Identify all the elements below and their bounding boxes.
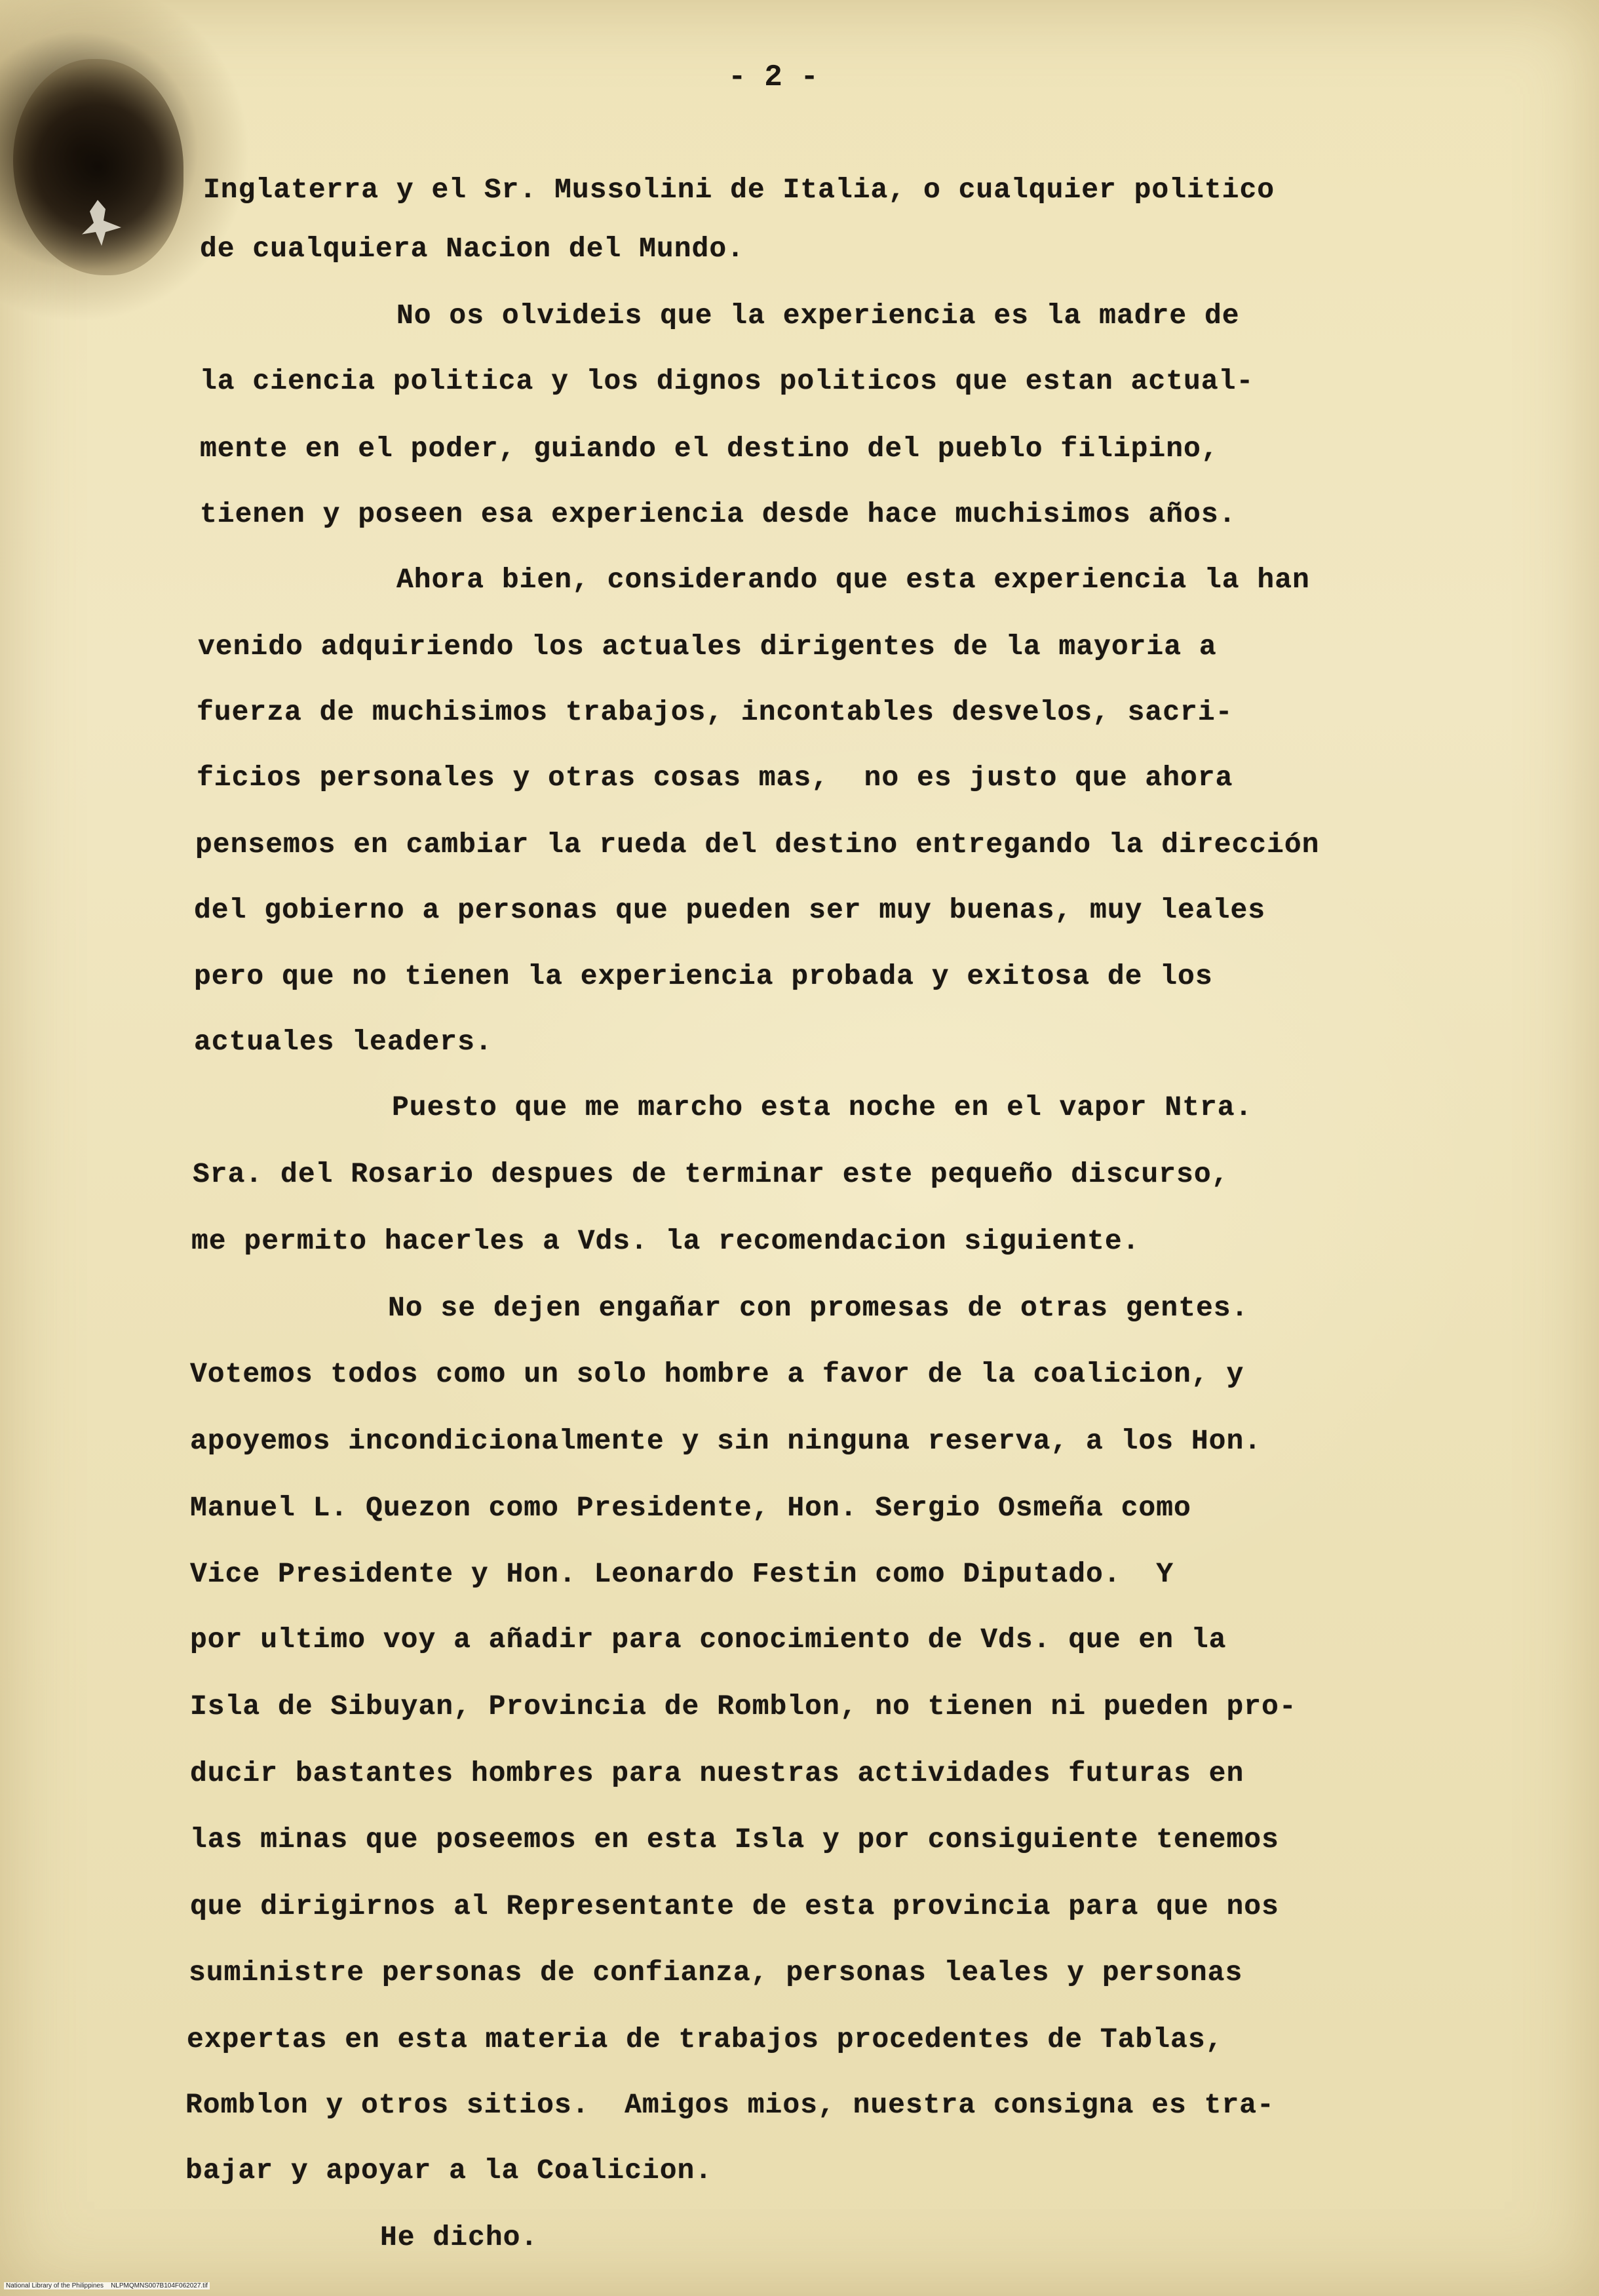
text-line: ducir bastantes hombres para nuestras actividades futuras en	[190, 1757, 1244, 1789]
text-line: ficios personales y otras cosas mas, no es justo que ahora	[197, 762, 1233, 794]
burn-hole	[82, 200, 121, 246]
text-line: por ultimo voy a añadir para conocimiento de Vds. que en la	[190, 1624, 1227, 1656]
text-line: me permito hacerles a Vds. la recomendacion siguiente.	[191, 1225, 1140, 1257]
text-line: Vice Presidente y Hon. Leonardo Festin como Diputado. Y	[190, 1558, 1174, 1590]
text-line: Manuel L. Quezon como Presidente, Hon. Sergio Osmeña como	[190, 1492, 1191, 1524]
text-line: Ahora bien, considerando que esta experiencia la han	[396, 564, 1310, 596]
text-line: bajar y apoyar a la Coalicion.	[185, 2154, 713, 2187]
text-line: Isla de Sibuyan, Provincia de Romblon, no tienen ni pueden pro-	[190, 1690, 1297, 1722]
text-line: actuales leaders.	[194, 1026, 493, 1058]
text-line: suministre personas de confianza, personas leales y personas	[189, 1956, 1243, 1989]
page-number: - 2 -	[727, 60, 819, 94]
text-line: que dirigirnos al Representante de esta provincia para que nos	[190, 1890, 1279, 1922]
archive-footer: National Library of the Philippines NLPMQMNS007B104F062027.tif	[4, 2282, 210, 2289]
text-line: pensemos en cambiar la rueda del destino entregando la dirección	[195, 828, 1320, 861]
burn-stain	[13, 59, 183, 275]
text-line: No se dejen engañar con promesas de otras gentes.	[388, 1292, 1249, 1324]
text-line: Puesto que me marcho esta noche en el vapor Ntra.	[392, 1091, 1253, 1123]
text-line: tienen y poseen esa experiencia desde hace muchisimos años.	[200, 498, 1237, 530]
text-line: la ciencia politica y los dignos politicos que estan actual-	[200, 365, 1254, 397]
text-line: de cualquiera Nacion del Mundo.	[200, 233, 744, 265]
text-line: fuerza de muchisimos trabajos, incontables desvelos, sacri-	[197, 696, 1233, 728]
text-line: venido adquiriendo los actuales dirigentes de la mayoria a	[198, 631, 1217, 663]
text-line: del gobierno a personas que pueden ser muy buenas, muy leales	[194, 894, 1266, 926]
text-line: mente en el poder, guiando el destino del pueblo filipino,	[200, 433, 1219, 465]
text-line: Sra. del Rosario despues de terminar este pequeño discurso,	[193, 1158, 1229, 1190]
text-line: No os olvideis que la experiencia es la madre de	[396, 300, 1240, 332]
text-line: Inglaterra y el Sr. Mussolini de Italia, o cualquier politico	[203, 174, 1275, 206]
text-line: He dicho.	[380, 2221, 539, 2253]
text-line: Votemos todos como un solo hombre a favor de la coalicion, y	[190, 1358, 1244, 1390]
text-line: pero que no tienen la experiencia probada y exitosa de los	[194, 960, 1213, 992]
text-line: las minas que poseemos en esta Isla y por consiguiente tenemos	[190, 1823, 1279, 1856]
text-line: Romblon y otros sitios. Amigos mios, nuestra consigna es tra-	[185, 2089, 1275, 2121]
text-line: expertas en esta materia de trabajos procedentes de Tablas,	[187, 2023, 1223, 2055]
text-line: apoyemos incondicionalmente y sin ninguna reserva, a los Hon.	[190, 1425, 1262, 1457]
